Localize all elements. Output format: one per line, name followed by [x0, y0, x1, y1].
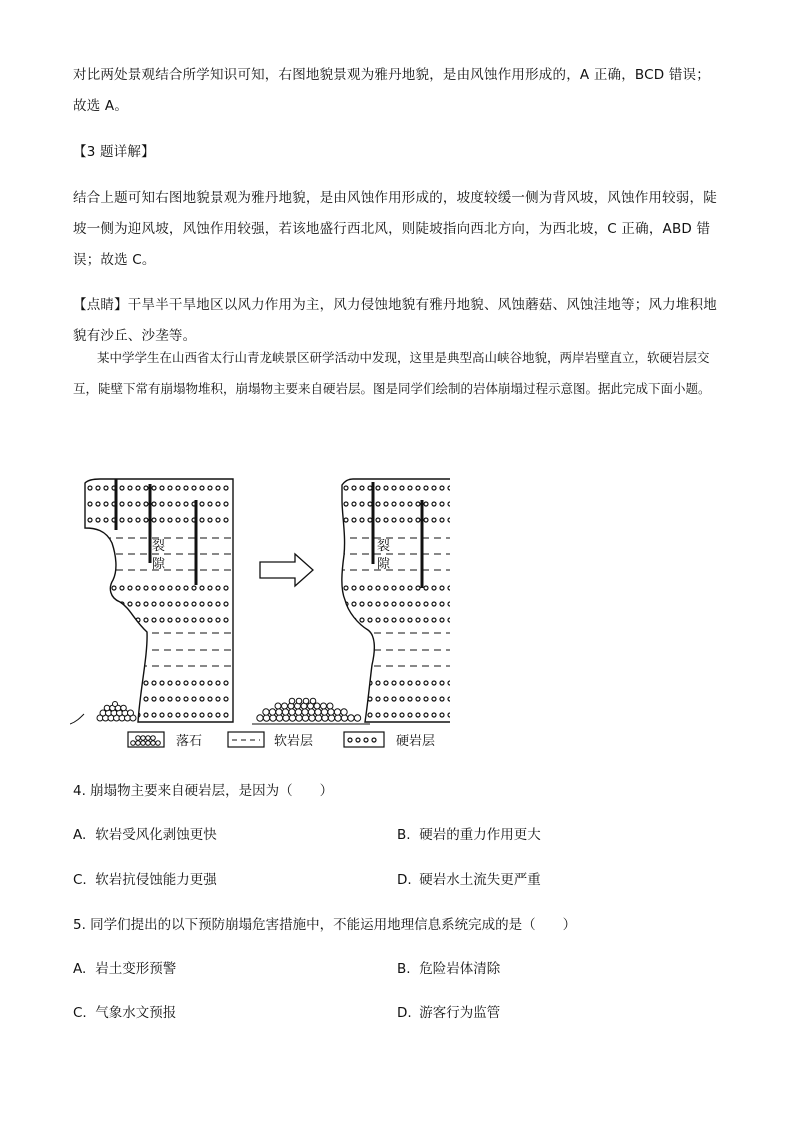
left-rock-block: [70, 470, 270, 730]
legend: [128, 732, 435, 749]
crack-label-right-2: 隙: [377, 557, 391, 572]
crack-label-left-2: 隙: [152, 557, 166, 572]
option-text: 气象水文预报: [95, 1005, 177, 1021]
option-key: A.: [73, 961, 87, 977]
q5-option-b[interactable]: [397, 959, 500, 979]
rock-collapse-diagram: [70, 470, 450, 760]
option-text: 软岩抗侵蚀能力更强: [95, 872, 217, 888]
option-key: D.: [397, 872, 412, 888]
option-key: B.: [397, 827, 411, 843]
option-key: B.: [397, 961, 411, 977]
answer-explanation-2: 对比两处景观结合所学知识可知，右图地貌景观为雅丹地貌，是由风蚀作用形成的，A 正确，BCD 错误；故选 A。: [73, 67, 710, 114]
option-text: 岩土变形预警: [95, 961, 177, 977]
transition-arrow-icon: [260, 554, 313, 586]
q4-option-d[interactable]: [397, 870, 541, 890]
legend-rockfall-label: 落石: [176, 734, 203, 749]
rockfall-pile-left: [97, 702, 136, 722]
q4-option-b[interactable]: [397, 825, 541, 845]
legend-hard-label: 硬岩层: [396, 734, 436, 749]
option-text: 硬岩水土流失更严重: [419, 872, 541, 888]
q4-option-c[interactable]: [73, 870, 217, 890]
crack-label-right-1: 裂: [377, 539, 391, 554]
option-key: C.: [73, 1005, 87, 1021]
right-rock-block: [330, 470, 450, 730]
rockfall-pile-right: [252, 698, 370, 724]
question-3-heading: 【3 题详解】: [73, 144, 155, 160]
option-key: C.: [73, 872, 87, 888]
crack-label-left-1: 裂: [152, 539, 166, 554]
option-key: A.: [73, 827, 87, 843]
option-text: 软岩受风化剥蚀更快: [95, 827, 217, 843]
answer-explanation-3: 结合上题可知右图地貌景观为雅丹地貌，是由风蚀作用形成的，坡度较缓一侧为背风坡，风蚀作用较弱，陡坡一侧为迎风坡，风蚀作用较强，若该地盛行西北风，则陡坡指向西北方向，为西北坡，C 正确，ABD 错误；故选 C。: [73, 190, 717, 268]
q5-option-a[interactable]: [73, 959, 176, 979]
question-4-stem: 4. 崩塌物主要来自硬岩层，是因为（ ）: [73, 783, 334, 799]
q5-option-c[interactable]: [73, 1003, 176, 1023]
key-point-note: 【点睛】干旱半干旱地区以风力作用为主，风力侵蚀地貌有雅丹地貌、风蚀蘑菇、风蚀洼地等；风力堆积地貌有沙丘、沙垄等。: [73, 297, 717, 344]
legend-soft-label: 软岩层: [274, 734, 314, 749]
question-5-stem: 5. 同学们提出的以下预防崩塌危害措施中，不能运用地理信息系统完成的是（ ）: [73, 917, 577, 933]
option-text: 危险岩体清除: [419, 961, 501, 977]
option-key: D.: [397, 1005, 412, 1021]
q5-option-d[interactable]: [397, 1003, 500, 1023]
q4-option-a[interactable]: [73, 825, 217, 845]
option-text: 硬岩的重力作用更大: [419, 827, 541, 843]
option-text: 游客行为监管: [419, 1005, 501, 1021]
question-stem-intro: 某中学学生在山西省太行山青龙峡景区研学活动中发现，这里是典型高山峡谷地貌，两岸岩壁直立，软硬岩层交互，陡壁下常有崩塌物堆积，崩塌物主要来自硬岩层。图是同学们绘制的岩体崩塌过程示意图。据此完成下面小题。: [73, 350, 711, 396]
